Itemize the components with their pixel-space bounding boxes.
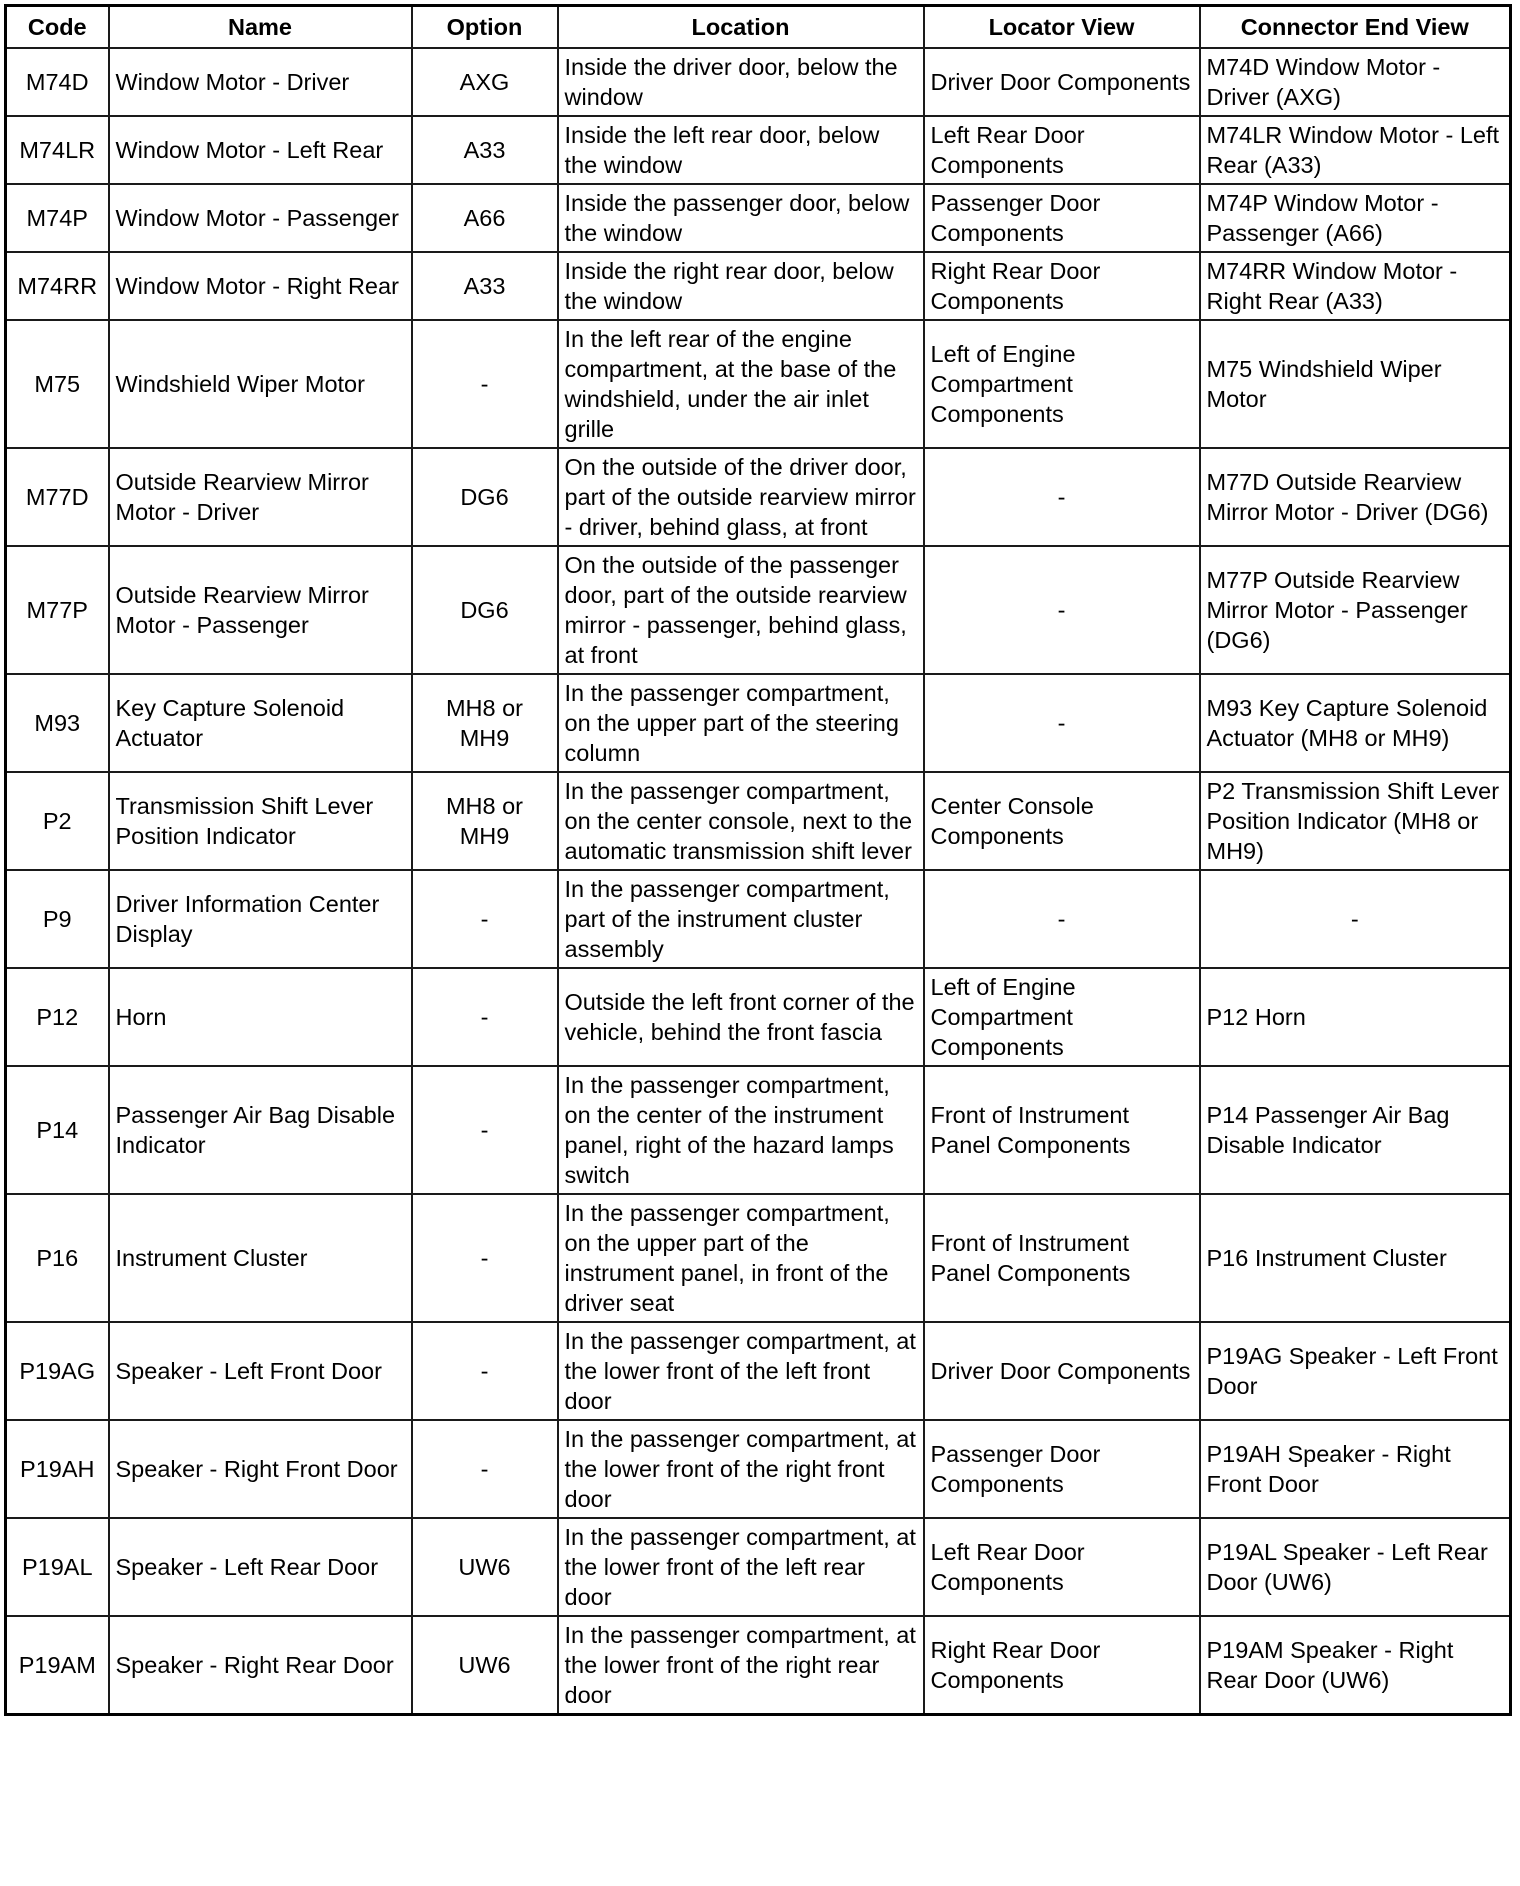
table-row <box>6 1066 1511 1194</box>
table-row <box>6 48 1511 116</box>
cell-locator-view: - <box>924 870 1200 968</box>
cell-option: A33 <box>412 252 558 320</box>
cell-name: Windshield Wiper Motor <box>109 320 412 448</box>
table-row <box>6 252 1511 320</box>
table-row <box>6 116 1511 184</box>
cell-connector-end-view: P2 Transmission Shift Lever Position Indicator (MH8 or MH9) <box>1200 772 1511 870</box>
cell-option: UW6 <box>412 1518 558 1616</box>
cell-locator-view: Front of Instrument Panel Components <box>924 1194 1200 1322</box>
cell-option: DG6 <box>412 546 558 674</box>
cell-location: Inside the passenger door, below the window <box>558 184 924 252</box>
cell-location: In the passenger compartment, on the center of the instrument panel, right of the hazard lamps switch <box>558 1066 924 1194</box>
cell-code: P19AL <box>6 1518 109 1616</box>
table-row <box>6 968 1511 1066</box>
cell-name: Key Capture Solenoid Actuator <box>109 674 412 772</box>
cell-location: On the outside of the passenger door, part of the outside rearview mirror - passenger, behind glass, at front <box>558 546 924 674</box>
table-row <box>6 674 1511 772</box>
cell-option: MH8 or MH9 <box>412 674 558 772</box>
cell-name: Speaker - Right Rear Door <box>109 1616 412 1715</box>
table-row <box>6 448 1511 546</box>
cell-location: In the passenger compartment, part of the instrument cluster assembly <box>558 870 924 968</box>
cell-code: P12 <box>6 968 109 1066</box>
cell-connector-end-view: P19AM Speaker - Right Rear Door (UW6) <box>1200 1616 1511 1715</box>
cell-locator-view: Right Rear Door Components <box>924 1616 1200 1715</box>
cell-location: In the left rear of the engine compartment, at the base of the windshield, under the air inlet grille <box>558 320 924 448</box>
table-row <box>6 320 1511 448</box>
cell-connector-end-view: P12 Horn <box>1200 968 1511 1066</box>
cell-location: In the passenger compartment, on the upper part of the steering column <box>558 674 924 772</box>
cell-locator-view: Right Rear Door Components <box>924 252 1200 320</box>
cell-name: Window Motor - Left Rear <box>109 116 412 184</box>
cell-code: M74D <box>6 48 109 116</box>
cell-name: Horn <box>109 968 412 1066</box>
cell-connector-end-view: - <box>1200 870 1511 968</box>
cell-locator-view: - <box>924 546 1200 674</box>
component-locator-table-sheet <box>4 4 1509 1716</box>
cell-name: Window Motor - Right Rear <box>109 252 412 320</box>
cell-connector-end-view: P16 Instrument Cluster <box>1200 1194 1511 1322</box>
cell-connector-end-view: M74D Window Motor - Driver (AXG) <box>1200 48 1511 116</box>
cell-locator-view: Passenger Door Components <box>924 184 1200 252</box>
table-row <box>6 546 1511 674</box>
cell-name: Window Motor - Passenger <box>109 184 412 252</box>
cell-locator-view: Front of Instrument Panel Components <box>924 1066 1200 1194</box>
cell-name: Window Motor - Driver <box>109 48 412 116</box>
cell-code: M74LR <box>6 116 109 184</box>
table-row <box>6 1616 1511 1715</box>
cell-locator-view: Left Rear Door Components <box>924 116 1200 184</box>
cell-code: P2 <box>6 772 109 870</box>
cell-code: P19AH <box>6 1420 109 1518</box>
cell-code: P9 <box>6 870 109 968</box>
table-row <box>6 184 1511 252</box>
cell-code: M93 <box>6 674 109 772</box>
cell-connector-end-view: P19AG Speaker - Left Front Door <box>1200 1322 1511 1420</box>
cell-name: Passenger Air Bag Disable Indicator <box>109 1066 412 1194</box>
cell-name: Speaker - Left Front Door <box>109 1322 412 1420</box>
cell-name: Outside Rearview Mirror Motor - Driver <box>109 448 412 546</box>
cell-code: P19AG <box>6 1322 109 1420</box>
cell-option: DG6 <box>412 448 558 546</box>
cell-locator-view: Driver Door Components <box>924 1322 1200 1420</box>
cell-location: Inside the left rear door, below the window <box>558 116 924 184</box>
cell-connector-end-view: M75 Windshield Wiper Motor <box>1200 320 1511 448</box>
cell-locator-view: Driver Door Components <box>924 48 1200 116</box>
table-row <box>6 870 1511 968</box>
cell-location: In the passenger compartment, on the center console, next to the automatic transmission shift lever <box>558 772 924 870</box>
header-option: Option <box>412 6 558 49</box>
cell-location: Inside the driver door, below the window <box>558 48 924 116</box>
cell-location: In the passenger compartment, at the lower front of the right rear door <box>558 1616 924 1715</box>
cell-locator-view: Left of Engine Compartment Components <box>924 320 1200 448</box>
cell-connector-end-view: M74RR Window Motor - Right Rear (A33) <box>1200 252 1511 320</box>
cell-locator-view: - <box>924 674 1200 772</box>
header-locator-view: Locator View <box>924 6 1200 49</box>
header-code: Code <box>6 6 109 49</box>
cell-name: Transmission Shift Lever Position Indicator <box>109 772 412 870</box>
table-row <box>6 1518 1511 1616</box>
cell-code: M77P <box>6 546 109 674</box>
table-body <box>6 48 1511 1715</box>
table-row <box>6 1194 1511 1322</box>
cell-option: MH8 or MH9 <box>412 772 558 870</box>
cell-option: - <box>412 320 558 448</box>
cell-location: On the outside of the driver door, part of the outside rearview mirror - driver, behind glass, at front <box>558 448 924 546</box>
cell-location: In the passenger compartment, at the lower front of the left rear door <box>558 1518 924 1616</box>
header-row <box>6 6 1511 49</box>
cell-option: - <box>412 968 558 1066</box>
cell-option: AXG <box>412 48 558 116</box>
cell-option: - <box>412 1066 558 1194</box>
cell-option: A66 <box>412 184 558 252</box>
cell-option: - <box>412 1322 558 1420</box>
cell-name: Driver Information Center Display <box>109 870 412 968</box>
cell-option: - <box>412 870 558 968</box>
cell-connector-end-view: M93 Key Capture Solenoid Actuator (MH8 or MH9) <box>1200 674 1511 772</box>
cell-locator-view: Passenger Door Components <box>924 1420 1200 1518</box>
table-row <box>6 1420 1511 1518</box>
cell-option: - <box>412 1194 558 1322</box>
header-location: Location <box>558 6 924 49</box>
cell-connector-end-view: P14 Passenger Air Bag Disable Indicator <box>1200 1066 1511 1194</box>
cell-code: M74P <box>6 184 109 252</box>
cell-location: Outside the left front corner of the vehicle, behind the front fascia <box>558 968 924 1066</box>
cell-code: M74RR <box>6 252 109 320</box>
cell-connector-end-view: P19AL Speaker - Left Rear Door (UW6) <box>1200 1518 1511 1616</box>
cell-name: Speaker - Right Front Door <box>109 1420 412 1518</box>
cell-locator-view: - <box>924 448 1200 546</box>
cell-connector-end-view: M77P Outside Rearview Mirror Motor - Passenger (DG6) <box>1200 546 1511 674</box>
cell-connector-end-view: M74P Window Motor - Passenger (A66) <box>1200 184 1511 252</box>
cell-locator-view: Left of Engine Compartment Components <box>924 968 1200 1066</box>
cell-locator-view: Left Rear Door Components <box>924 1518 1200 1616</box>
cell-option: UW6 <box>412 1616 558 1715</box>
cell-name: Speaker - Left Rear Door <box>109 1518 412 1616</box>
cell-location: In the passenger compartment, at the lower front of the right front door <box>558 1420 924 1518</box>
cell-connector-end-view: P19AH Speaker - Right Front Door <box>1200 1420 1511 1518</box>
cell-code: P16 <box>6 1194 109 1322</box>
cell-name: Outside Rearview Mirror Motor - Passenger <box>109 546 412 674</box>
cell-location: Inside the right rear door, below the window <box>558 252 924 320</box>
component-locator-table <box>4 4 1512 1716</box>
header-connector-end-view: Connector End View <box>1200 6 1511 49</box>
cell-location: In the passenger compartment, at the lower front of the left front door <box>558 1322 924 1420</box>
cell-code: P14 <box>6 1066 109 1194</box>
cell-code: M77D <box>6 448 109 546</box>
cell-connector-end-view: M77D Outside Rearview Mirror Motor - Driver (DG6) <box>1200 448 1511 546</box>
table-row <box>6 1322 1511 1420</box>
cell-connector-end-view: M74LR Window Motor - Left Rear (A33) <box>1200 116 1511 184</box>
cell-locator-view: Center Console Components <box>924 772 1200 870</box>
cell-option: - <box>412 1420 558 1518</box>
header-name: Name <box>109 6 412 49</box>
cell-option: A33 <box>412 116 558 184</box>
cell-name: Instrument Cluster <box>109 1194 412 1322</box>
cell-code: M75 <box>6 320 109 448</box>
table-row <box>6 772 1511 870</box>
cell-location: In the passenger compartment, on the upper part of the instrument panel, in front of the driver seat <box>558 1194 924 1322</box>
cell-code: P19AM <box>6 1616 109 1715</box>
